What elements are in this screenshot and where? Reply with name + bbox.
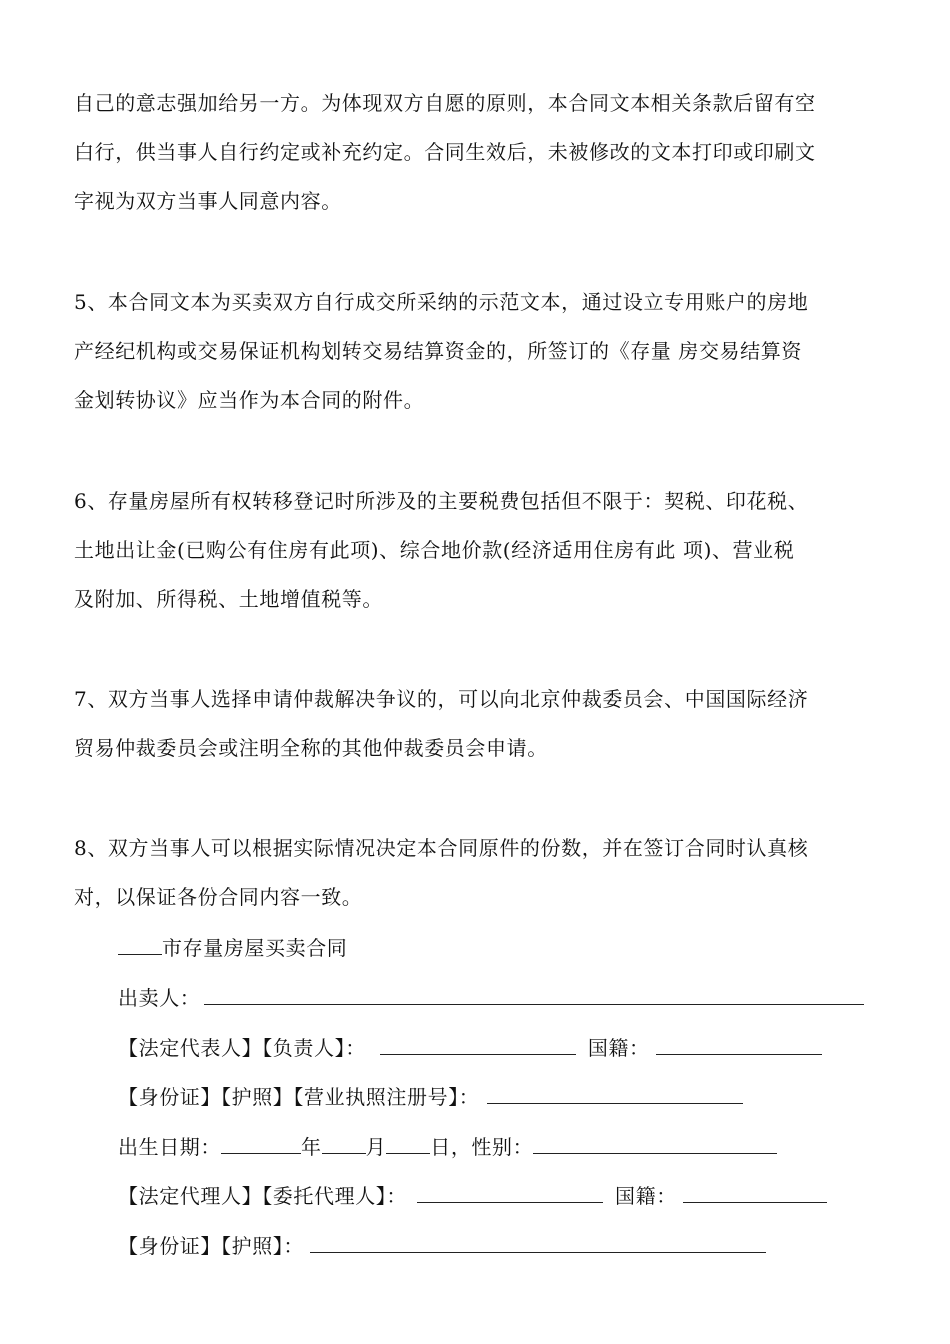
id-row-1 [118, 1083, 743, 1111]
agent-blank[interactable] [417, 1184, 603, 1203]
nationality-blank-2[interactable] [683, 1184, 827, 1203]
contract-title: 市存量房屋买卖合同 [162, 936, 348, 960]
month-label: 月 [365, 1135, 387, 1159]
legal-rep-label: 【法定代表人】【负责人】： [118, 1036, 366, 1060]
p4-line-3: 字视为双方当事人同意内容。 [74, 189, 342, 213]
id-label-1: 【身份证】【护照】【营业执照注册号】： [118, 1085, 480, 1109]
p7-line-2: 贸易仲裁委员会或注明全称的其他仲裁委员会申请。 [74, 736, 548, 760]
legal-rep-blank[interactable] [380, 1036, 576, 1055]
p7-line-1: 7、双方当事人选择申请仲裁解决争议的，可以向北京仲裁委员会、中国国际经济 [74, 687, 809, 711]
city-blank[interactable] [118, 936, 162, 955]
p5-line-3: 金划转协议》应当作为本合同的附件。 [74, 388, 425, 412]
birth-row [118, 1133, 777, 1161]
p6-line-2: 土地出让金(已购公有住房有此项)、综合地价款(经济适用住房有此 项)、营业税 [74, 538, 795, 562]
gender-blank[interactable] [533, 1135, 777, 1154]
nationality-blank-1[interactable] [656, 1036, 822, 1055]
nationality-label-2: 国籍： [615, 1184, 677, 1208]
seller-blank[interactable] [204, 986, 864, 1005]
birth-day-blank[interactable] [386, 1135, 430, 1154]
contract-title-row [118, 934, 347, 962]
id-row-2 [118, 1232, 766, 1260]
p4-line-2: 白行，供当事人自行约定或补充约定。合同生效后，未被修改的文本打印或印刷文 [74, 140, 816, 164]
birth-label: 出生日期： [118, 1135, 221, 1159]
p5-line-2: 产经纪机构或交易保证机构划转交易结算资金的，所签订的《存量 房交易结算资 [74, 339, 802, 363]
p8-line-2: 对，以保证各份合同内容一致。 [74, 885, 363, 909]
id-label-2: 【身份证】【护照】： [118, 1234, 304, 1258]
agent-row [118, 1182, 827, 1210]
p4-line-1: 自己的意志强加给另一方。为体现双方自愿的原则，本合同文本相关条款后留有空 [74, 91, 816, 115]
seller-row [118, 984, 864, 1012]
day-gender-label: 日，性别： [430, 1135, 534, 1159]
birth-month-blank[interactable] [322, 1135, 366, 1154]
legal-rep-row [118, 1034, 822, 1062]
p8-line-1: 8、双方当事人可以根据实际情况决定本合同原件的份数，并在签订合同时认真核 [74, 836, 809, 860]
id-blank-2[interactable] [310, 1234, 766, 1253]
agent-label: 【法定代理人】【委托代理人】： [118, 1184, 407, 1208]
seller-label: 出卖人： [118, 986, 201, 1010]
nationality-label-1: 国籍： [587, 1036, 650, 1060]
p5-line-1: 5、本合同文本为买卖双方自行成交所采纳的示范文本，通过设立专用账户的房地 [74, 290, 809, 314]
p6-line-3: 及附加、所得税、土地增值税等。 [74, 587, 383, 611]
id-blank-1[interactable] [487, 1085, 743, 1104]
birth-year-blank[interactable] [221, 1135, 301, 1154]
p6-line-1: 6、存量房屋所有权转移登记时所涉及的主要税费包括但不限于：契税、印花税、 [74, 489, 809, 513]
year-label: 年 [301, 1135, 322, 1159]
